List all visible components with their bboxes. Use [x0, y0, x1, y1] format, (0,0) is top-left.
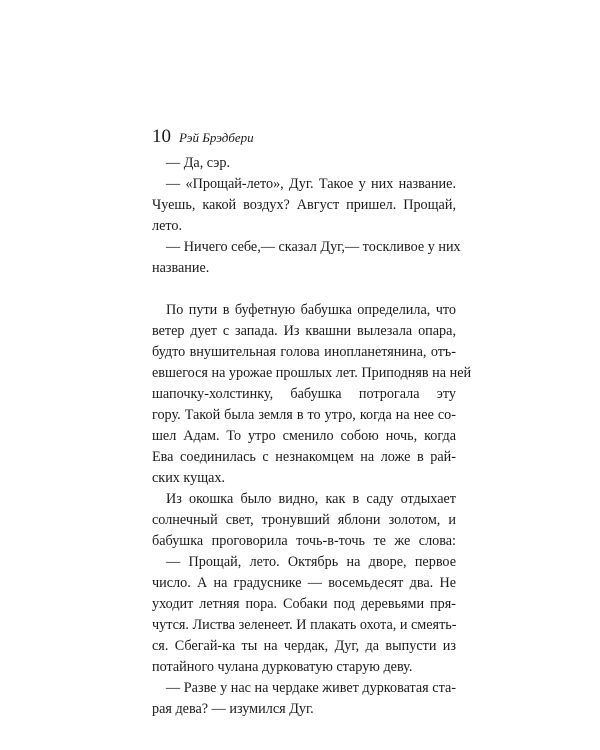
- text-line: гору. Такой была земля в то утро, когда на нее со-: [152, 407, 456, 423]
- text-line: По пути в буфетную бабушка определила, что: [166, 302, 456, 318]
- text-line: чутся. Листва зеленеет. И плакать охота, и смеять-: [152, 617, 457, 633]
- running-head: Рэй Брэдбери: [179, 130, 254, 145]
- text-line: шел Адам. То утро сменило собою ночь, когда: [152, 428, 456, 444]
- text-line: евшегося на урожае прошлых лет. Приподняв на ней: [152, 365, 472, 381]
- text-line: уходит летняя пора. Собаки под деревьями пря-: [152, 596, 456, 612]
- body-text: [152, 153, 472, 720]
- text-line: ся. Сбегай-ка ты на чердак, Дуг, да выпусти из: [152, 638, 456, 654]
- text-line: будто внушительная голова инопланетянина, отъ-: [152, 344, 456, 360]
- text-line: — Прощай, лето. Октябрь на дворе, первое: [166, 554, 456, 570]
- text-line: Ева соединилась с незнакомцем на ложе в рай-: [152, 449, 456, 465]
- text-line: — Да, сэр.: [166, 155, 231, 171]
- page-header: [152, 126, 254, 148]
- text-line: лето.: [152, 218, 183, 234]
- text-line: — Ничего себе,— сказал Дуг,— тоскливое у них: [166, 239, 461, 255]
- text-line: число. А на градуснике — восемьдесят два. Не: [152, 575, 456, 591]
- text-line: бабушка проговорила точь-в-точь те же слова:: [152, 533, 456, 549]
- text-line: шапочку-холстинку, бабушка потрогала эту: [152, 386, 456, 402]
- text-line: рая дева? — изумился Дуг.: [152, 701, 314, 717]
- paragraph-gap: [152, 279, 456, 300]
- text-line: название.: [152, 260, 210, 276]
- text-line: Из окошка было видно, как в саду отдыхает: [166, 491, 456, 507]
- text-line: солнечный свет, тронувший яблони золотом, и: [152, 512, 456, 528]
- page-number: 10: [152, 126, 171, 147]
- text-line: ских кущах.: [152, 470, 226, 486]
- text-line: ветер дует с запада. Из квашни вылезала опара,: [152, 323, 456, 339]
- text-line: — Разве у нас на чердаке живет дурковатая ста-: [166, 680, 456, 696]
- text-line: Чуешь, какой воздух? Август пришел. Прощай,: [152, 197, 456, 213]
- text-line: потайного чулана дурковатую старую деву.: [152, 659, 413, 675]
- text-line: — «Прощай-лето», Дуг. Такое у них название.: [166, 176, 456, 192]
